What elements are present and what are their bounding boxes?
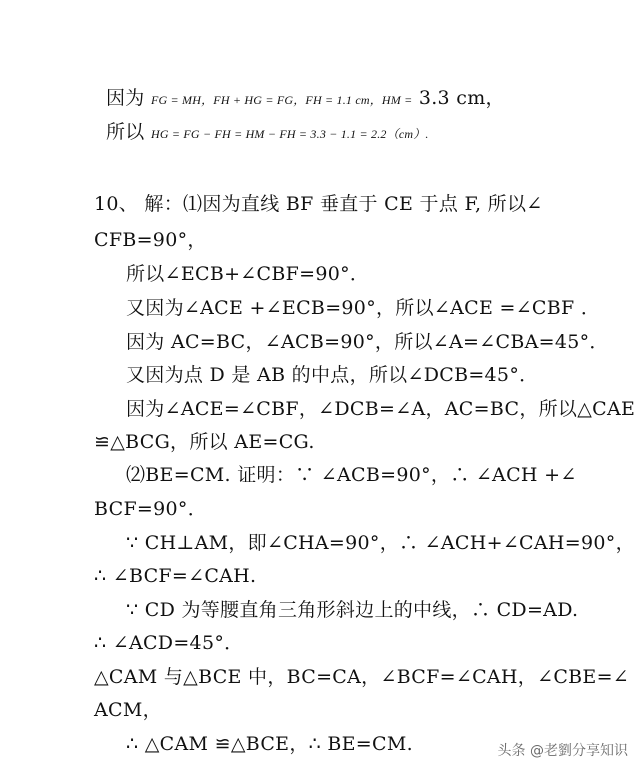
line-19: ∴ △CAM ≌△BCE，∴ BE=CM. xyxy=(126,733,413,755)
line-18: ACM， xyxy=(94,699,162,721)
watermark: 头条 @老劉分享知识 xyxy=(497,743,628,759)
line-6: 又因为∠ACE +∠ECB=90°，所以∠ACE =∠CBF ． xyxy=(126,297,601,319)
line-2 xyxy=(106,120,429,146)
line-11: ⑵BE=CM. 证明：∵ ∠ACB=90°，∴ ∠ACH +∠ xyxy=(126,464,577,486)
line-1-prefix: 因为 xyxy=(106,87,145,109)
line-2-prefix: 所以 xyxy=(106,121,145,143)
line-13: ∵ CH⊥AM，即∠CHA=90°，∴ ∠ACH+∠CAH=90°， xyxy=(126,532,635,554)
line-5: 所以∠ECB+∠CBF=90°． xyxy=(126,263,370,285)
line-7: 因为 AC=BC，∠ACB=90°，所以∠A=∠CBA=45°． xyxy=(126,331,609,353)
line-3: 10、 解：⑴因为直线 BF 垂直于 CE 于点 F, 所以∠ xyxy=(94,193,543,215)
line-14: ∴ ∠BCF=∠CAH. xyxy=(94,565,257,587)
line-17: △CAM 与△BCE 中，BC=CA，∠BCF=∠CAH，∠CBE=∠ xyxy=(94,666,630,688)
line-10: ≌△BCG，所以 AE=CG. xyxy=(94,431,315,453)
line-4: CFB=90°， xyxy=(94,229,207,251)
line-16: ∴ ∠ACD=45°． xyxy=(94,632,244,654)
line-9: 因为∠ACE=∠CBF，∠DCB=∠A，AC=BC，所以△CAE xyxy=(126,398,636,420)
line-8: 又因为点 D 是 AB 的中点，所以∠DCB=45°． xyxy=(126,364,539,386)
line-1 xyxy=(106,86,505,112)
line-15: ∵ CD 为等腰直角三角形斜边上的中线，∴ CD=AD. xyxy=(126,599,579,621)
line-1-formula: FG = MH，FH + HG = FG，FH = 1.1 cm，HM = xyxy=(150,93,413,107)
line-2-formula: HG = FG − FH = HM − FH = 3.3 − 1.1 = 2.2（cm）. xyxy=(150,127,429,141)
line-1-tail: 3.3 cm， xyxy=(418,87,505,109)
line-12: BCF=90°． xyxy=(94,498,208,520)
